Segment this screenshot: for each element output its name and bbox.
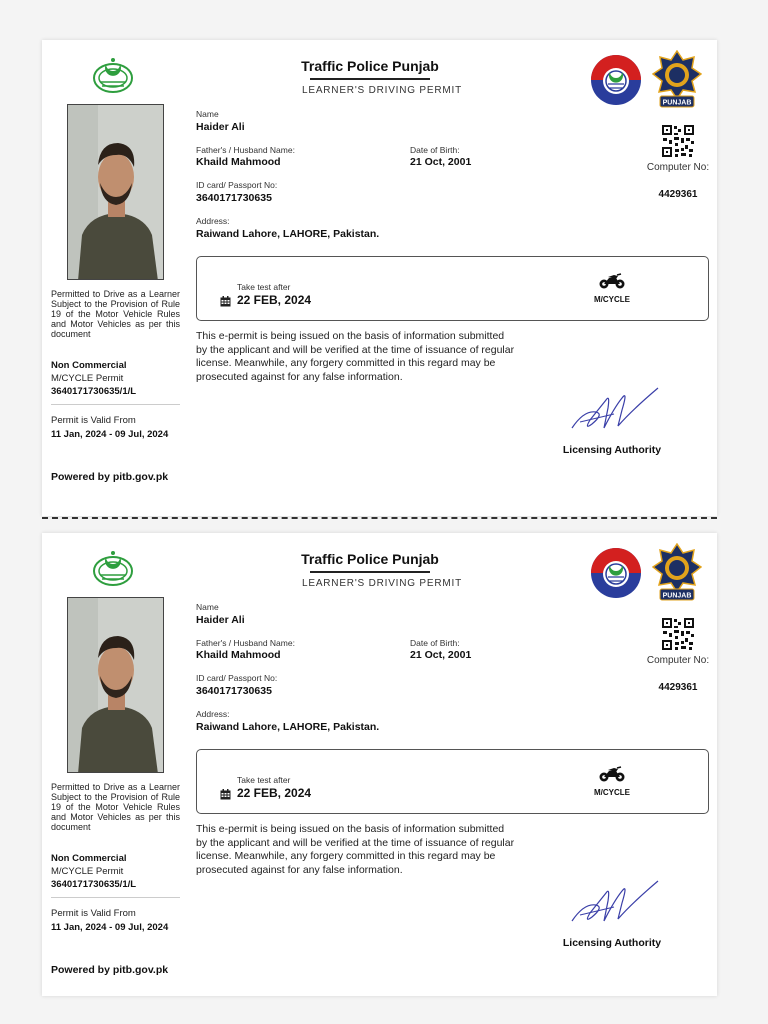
left-separator xyxy=(51,897,180,898)
permit-type: M/CYCLE Permit xyxy=(51,866,124,877)
permit-category: Non Commercial xyxy=(51,360,127,371)
badge-text: PUNJAB xyxy=(662,99,692,107)
dob-label: Date of Birth: xyxy=(410,638,460,648)
motorcycle-icon xyxy=(599,765,625,783)
permit-number: 3640171730635/1/L xyxy=(51,386,137,397)
validity-range: 11 Jan, 2024 - 09 Jul, 2024 xyxy=(51,429,169,440)
computer-no-value: 4429361 xyxy=(658,189,698,200)
test-date-value: 22 FEB, 2024 xyxy=(237,293,312,307)
computer-no-label: Computer No: xyxy=(646,655,710,666)
traffic-police-badge-logo xyxy=(652,543,702,603)
licensing-authority-label: Licensing Authority xyxy=(562,937,662,949)
qr-code-icon xyxy=(661,617,695,651)
address-label: Address: xyxy=(196,709,230,719)
father-name-value: Khaild Mahmood xyxy=(196,649,281,661)
title-underline xyxy=(310,571,430,573)
permit-conditions-text: Permitted to Drive as a Learner Subject to the Provision of Rule 19 of the Motor Vehicle Rules and Motor Vehicles as per this document xyxy=(51,782,180,832)
id-card-value: 3640171730635 xyxy=(196,192,272,204)
authority-signature xyxy=(562,380,662,442)
punjab-police-logo xyxy=(590,547,642,599)
name-label: Name xyxy=(196,109,219,119)
authority-signature xyxy=(562,873,662,935)
father-name-label: Father's / Husband Name: xyxy=(196,145,295,155)
computer-no-value: 4429361 xyxy=(658,682,698,693)
left-separator xyxy=(51,404,180,405)
document-subtitle: LEARNER'S DRIVING PERMIT xyxy=(301,85,463,96)
name-label: Name xyxy=(196,602,219,612)
name-value: Haider Ali xyxy=(196,121,245,133)
validity-label: Permit is Valid From xyxy=(51,415,136,426)
document-title: Traffic Police Punjab xyxy=(301,551,439,567)
validity-label: Permit is Valid From xyxy=(51,908,136,919)
motorcycle-icon xyxy=(599,272,625,290)
id-card-value: 3640171730635 xyxy=(196,685,272,697)
notice-text: This e-permit is being issued on the basis of information submitted by the applicant and will be verified at the time of issuance of regular license. Meanwhile, any forgery committed in this regard may be prosecuted against for any false information. xyxy=(196,823,515,876)
qr-code-icon xyxy=(661,124,695,158)
id-card-label: ID card/ Passport No: xyxy=(196,673,278,683)
address-value: Raiwand Lahore, LAHORE, Pakistan. xyxy=(196,721,380,733)
permit-type: M/CYCLE Permit xyxy=(51,373,124,384)
vehicle-type-label: M/CYCLE xyxy=(594,788,630,797)
dob-label: Date of Birth: xyxy=(410,145,460,155)
powered-by-text: Powered by pitb.gov.pk xyxy=(51,964,169,976)
document-subtitle: LEARNER'S DRIVING PERMIT xyxy=(301,578,463,589)
test-after-label: Take test after xyxy=(237,282,291,292)
father-name-value: Khaild Mahmood xyxy=(196,156,281,168)
computer-no-label: Computer No: xyxy=(646,162,710,173)
cut-line-divider xyxy=(42,517,717,519)
calendar-icon xyxy=(220,296,231,307)
title-underline xyxy=(310,78,430,80)
permit-card-2 xyxy=(42,533,717,996)
permit-category: Non Commercial xyxy=(51,853,127,864)
dob-value: 21 Oct, 2001 xyxy=(410,649,472,661)
dob-value: 21 Oct, 2001 xyxy=(410,156,472,168)
test-info-box xyxy=(196,749,709,814)
address-label: Address: xyxy=(196,216,230,226)
test-info-box xyxy=(196,256,709,321)
punjab-government-logo xyxy=(92,56,134,94)
punjab-police-logo xyxy=(590,54,642,106)
id-card-label: ID card/ Passport No: xyxy=(196,180,278,190)
name-value: Haider Ali xyxy=(196,614,245,626)
traffic-police-badge-logo xyxy=(652,50,702,110)
punjab-government-logo xyxy=(92,549,134,587)
licensing-authority-label: Licensing Authority xyxy=(562,444,662,456)
permit-card-1 xyxy=(42,40,717,516)
badge-text: PUNJAB xyxy=(662,592,692,600)
calendar-icon xyxy=(220,789,231,800)
permit-conditions-text: Permitted to Drive as a Learner Subject to the Provision of Rule 19 of the Motor Vehicle Rules and Motor Vehicles as per this document xyxy=(51,289,180,339)
applicant-photo xyxy=(67,104,164,280)
test-after-label: Take test after xyxy=(237,775,291,785)
document-title: Traffic Police Punjab xyxy=(301,58,439,74)
applicant-photo xyxy=(67,597,164,773)
father-name-label: Father's / Husband Name: xyxy=(196,638,295,648)
test-date-value: 22 FEB, 2024 xyxy=(237,786,312,800)
validity-range: 11 Jan, 2024 - 09 Jul, 2024 xyxy=(51,922,169,933)
powered-by-text: Powered by pitb.gov.pk xyxy=(51,471,169,483)
vehicle-type-label: M/CYCLE xyxy=(594,295,630,304)
permit-number: 3640171730635/1/L xyxy=(51,879,137,890)
address-value: Raiwand Lahore, LAHORE, Pakistan. xyxy=(196,228,380,240)
notice-text: This e-permit is being issued on the basis of information submitted by the applicant and will be verified at the time of issuance of regular license. Meanwhile, any forgery committed in this regard may be prosecuted against for any false information. xyxy=(196,330,515,383)
